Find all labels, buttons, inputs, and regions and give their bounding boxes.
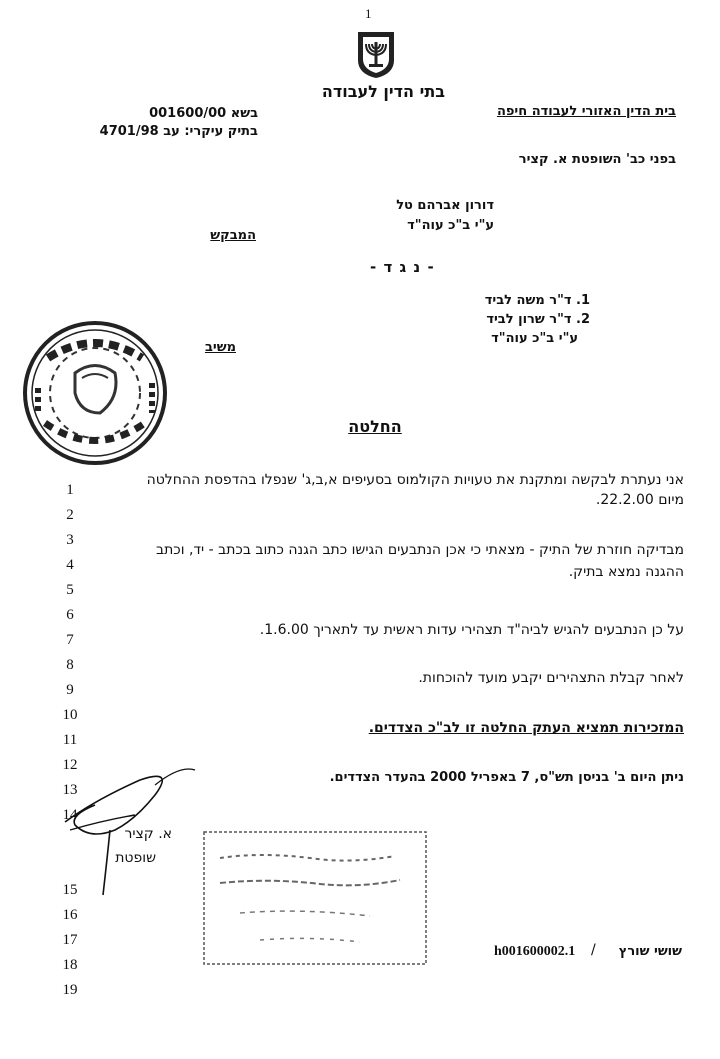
- judge-signature-title: שופטת: [115, 850, 156, 866]
- line-number: 3: [66, 532, 74, 548]
- case-number: בשא 001600/00: [149, 106, 258, 121]
- decision-title: החלטה: [348, 417, 402, 436]
- line-number: 13: [62, 782, 78, 798]
- line-number: 5: [66, 582, 74, 598]
- line-number: 19: [62, 982, 78, 998]
- footer-separator: /: [591, 942, 596, 958]
- line-number: 8: [66, 657, 74, 673]
- typist-name: שושי שורץ: [618, 944, 682, 959]
- line-number: 17: [62, 932, 78, 948]
- line-number: 14: [62, 807, 78, 823]
- line-number: 1: [66, 482, 74, 498]
- body-paragraph-4: לאחר קבלת התצהירים יקבע מועד להוכחות.: [418, 670, 684, 686]
- line-number: 10: [62, 707, 78, 723]
- body-paragraph-6: ניתן היום ב' בניסן תש"ס, 7 באפריל 2000 בהעדר הצדדים.: [329, 770, 684, 785]
- bench-judge: בפני כב' השופטת א. קציר: [518, 152, 676, 167]
- judge-signature-name: א. קציר: [124, 826, 172, 842]
- body-paragraph-1-line-1: אני נעתרת לבקשה ומתקנת את טעויות הקולמוס בסעיפים א,ב,ג' שנפלו בהדפסת ההחלטה: [146, 472, 684, 488]
- body-paragraph-2-line-2: ההגנה נמצא בתיק.: [568, 564, 684, 580]
- main-case-number: בתיק עיקרי: עב 4701/98: [99, 124, 258, 139]
- body-paragraph-2-line-1: מבדיקה חוזרת של התיק - מצאתי כי אכן הנתבעים הגישו כתב הגנה כתוב בכתב - יד, וכתב: [156, 542, 684, 558]
- line-number: 7: [66, 632, 74, 648]
- line-number: 12: [62, 757, 78, 773]
- line-number: 9: [66, 682, 74, 698]
- page-number: 1: [365, 6, 372, 21]
- state-emblem-icon: [355, 30, 397, 80]
- line-number: 2: [66, 507, 74, 523]
- respondent-role: משיב: [204, 340, 236, 355]
- applicant-role: המבקש: [210, 228, 256, 243]
- court-name: בתי הדין לעבודה: [321, 82, 445, 101]
- court-stamp-icon: [20, 318, 170, 468]
- regional-court: בית הדין האזורי לעבודה חיפה: [496, 104, 676, 119]
- line-number: 11: [62, 732, 78, 748]
- versus-label: - נ ג ד -: [370, 258, 435, 276]
- line-number: 16: [62, 907, 78, 923]
- body-paragraph-1-line-2: מיום 22.2.00.: [595, 492, 684, 508]
- respondents-counsel: ע"י ב"כ עוה"ד: [491, 331, 578, 346]
- body-paragraph-5: המזכירות תמציא העתק החלטה זו לב"כ הצדדים.: [368, 720, 684, 736]
- certified-copy-stamp-icon: [200, 828, 430, 968]
- respondent-2: 2. ד"ר שרון לביד: [486, 312, 590, 327]
- line-number: 18: [62, 957, 78, 973]
- applicant-counsel: ע"י ב"כ עוה"ד: [407, 218, 494, 233]
- body-paragraph-3: על כן הנתבעים להגיש לביה"ד תצהירי עדות ראשית עד לתאריך 1.6.00.: [259, 622, 684, 638]
- line-number: 4: [66, 557, 74, 573]
- line-number: 6: [66, 607, 74, 623]
- document-code: h001600002.1: [494, 944, 576, 959]
- line-number: 15: [62, 882, 78, 898]
- respondent-1: 1. ד"ר משה לביד: [484, 293, 590, 308]
- applicant-name: דורון אברהם טל: [396, 198, 494, 213]
